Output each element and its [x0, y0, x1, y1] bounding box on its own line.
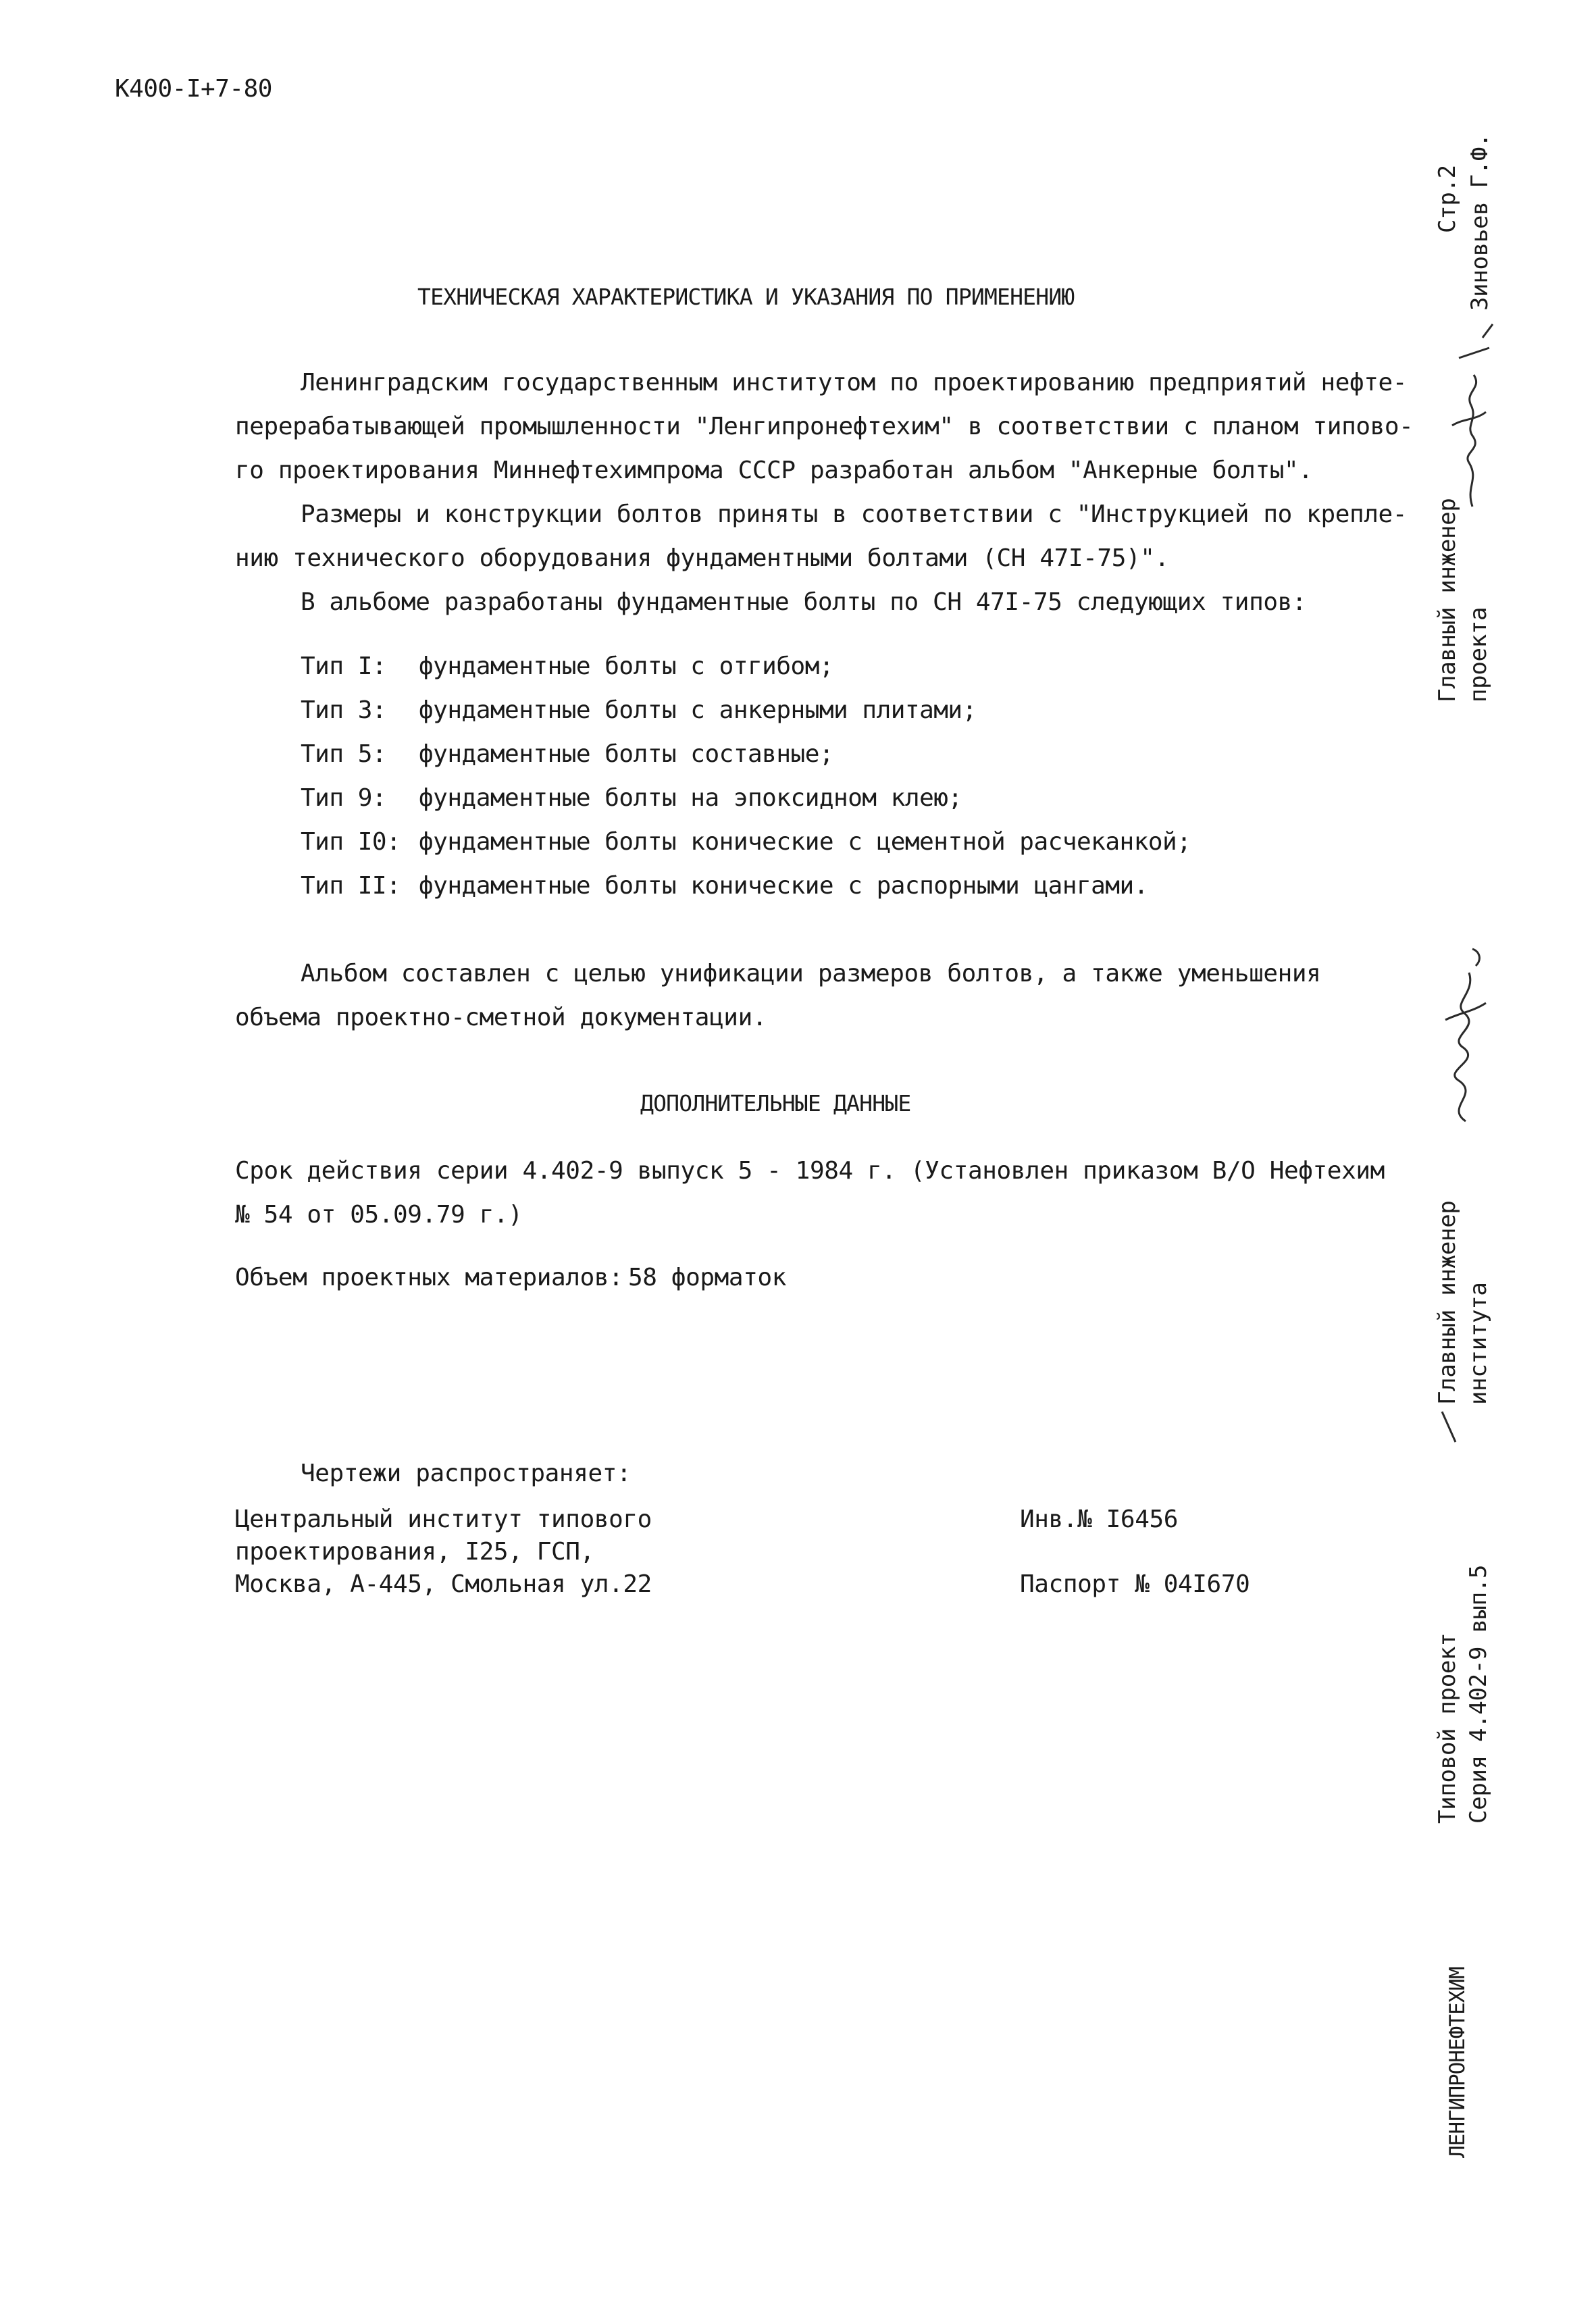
sidebar-person	[1464, 134, 1495, 311]
page-title: ТЕХНИЧЕСКАЯ ХАРАКТЕРИСТИКА И УКАЗАНИЯ ПО ПРИМЕНЕНИЮ	[417, 284, 1075, 310]
type-text: фундаментные болты конические с цементной расчеканкой;	[419, 828, 1191, 856]
sizes-line: нию технического оборудования фундаментными болтами (СН 47I-75)".	[235, 544, 1169, 572]
intro-line: го проектирования Миннефтехимпрома СССР разработан альбом "Анкерные болты".	[235, 457, 1313, 484]
role-line: проекта	[1465, 607, 1492, 702]
sidebar-organization	[1442, 1967, 1473, 2158]
series-line: Типовой проект	[1434, 1632, 1461, 1824]
validity-line: № 54 от 05.09.79 г.)	[235, 1201, 523, 1229]
role-line: Главный инженер	[1434, 498, 1461, 702]
sizes-line: Размеры и конструкции болтов приняты в соответствии с "Инструкцией по крепле-	[301, 500, 1408, 528]
volume-label: Объем проектных материалов:	[235, 1264, 623, 1291]
slash-mark	[1439, 1408, 1459, 1445]
type-label: Тип 5:	[301, 740, 387, 768]
type-text: фундаментные болты с отгибом;	[419, 652, 834, 680]
type-text: фундаментные болты на эпоксидном клею;	[419, 784, 962, 812]
type-label: Тип II:	[301, 872, 401, 900]
passport-number: Паспорт № 04I670	[1020, 1570, 1250, 1598]
intro-line: Ленинградским государственным институтом по проектированию предприятий нефте-	[301, 369, 1408, 396]
role-line: института	[1465, 1282, 1492, 1405]
type-label: Тип I:	[301, 652, 387, 680]
volume-value: 58 форматок	[628, 1264, 787, 1291]
types-intro: В альбоме разработаны фундаментные болты по СН 47I-75 следующих типов:	[301, 588, 1307, 616]
sidebar-project-engineer	[1432, 498, 1494, 702]
role-line: Главный инженер	[1434, 1200, 1461, 1405]
type-text: фундаментные болты с анкерными плитами;	[419, 696, 977, 724]
sidebar-page-number	[1432, 165, 1463, 233]
series-line: Серия 4.402-9 вып.5	[1465, 1564, 1492, 1824]
distribution-heading: Чертежи распространяет:	[301, 1460, 632, 1487]
organization-name: ЛЕНГИПРОНЕФТЕХИМ	[1445, 1967, 1470, 2158]
signature-institute-engineer	[1418, 946, 1499, 1128]
sidebar-series	[1432, 1565, 1494, 1824]
inventory-number: Инв.№ I6456	[1020, 1506, 1179, 1533]
address-line: Москва, А-445, Смольная ул.22	[235, 1570, 652, 1598]
page-number: Стр.2	[1434, 165, 1461, 233]
type-text: фундаментные болты составные;	[419, 740, 834, 768]
address-line: проектирования, I25, ГСП,	[235, 1538, 594, 1566]
validity-line: Срок действия серии 4.402-9 выпуск 5 - 1984 г. (Установлен приказом В/О Нефтехим	[235, 1157, 1385, 1185]
person-name: Зиновьев Г.Ф.	[1466, 133, 1493, 311]
type-label: Тип 3:	[301, 696, 387, 724]
type-label: Тип 9:	[301, 784, 387, 812]
document-code: К400-I+7-80	[115, 75, 272, 103]
purpose-line: объема проектно-сметной документации.	[235, 1004, 767, 1031]
sidebar-institute-engineer	[1432, 1200, 1494, 1405]
type-text: фундаментные болты конические с распорными цангами.	[419, 872, 1148, 900]
purpose-line: Альбом составлен с целью унификации размеров болтов, а также уменьшения	[301, 960, 1321, 987]
address-line: Центральный институт типового	[235, 1506, 652, 1533]
signature-project-engineer	[1425, 317, 1499, 513]
type-label: Тип I0:	[301, 828, 401, 856]
additional-heading: ДОПОЛНИТЕЛЬНЫЕ ДАННЫЕ	[640, 1090, 911, 1116]
intro-line: перерабатывающей промышленности "Ленгипронефтехим" в соответствии с планом типово-	[235, 413, 1414, 440]
